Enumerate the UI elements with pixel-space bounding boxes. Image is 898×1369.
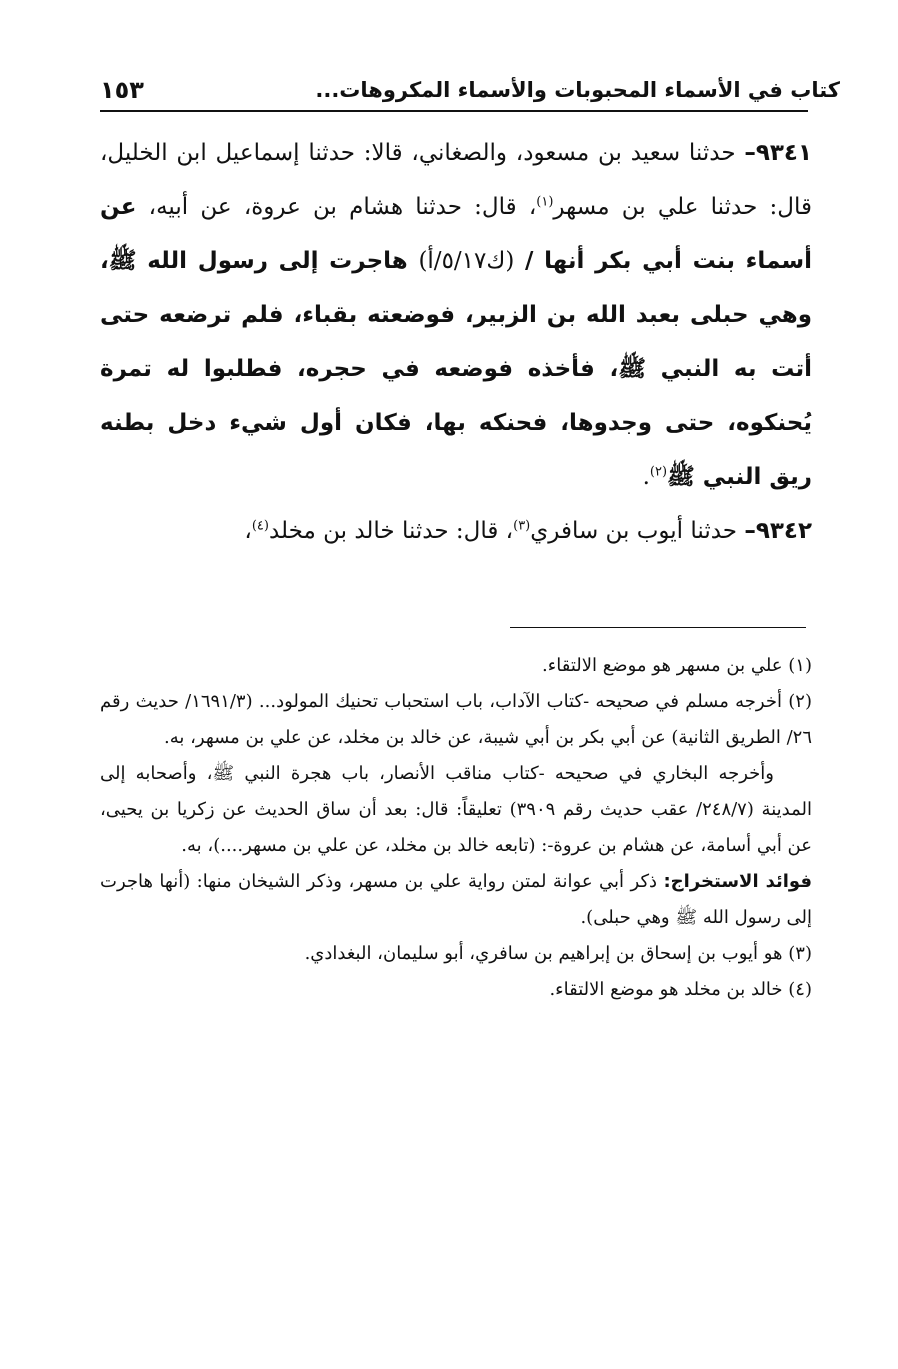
footnote-2: (٢) أخرجه مسلم في صحيحه -كتاب الآداب، باب استحباب تحنيك المولود... (١٦٩١/٣/ حديث رقم ٢٦/ الطريق الثانية) عن أبي بكر بن أبي شيبة، عن خالد بن مخلد، عن علي بن مسهر، به.	[100, 691, 812, 748]
main-text	[100, 126, 812, 558]
manuscript-ref: (ك٥/١٧/أ)	[418, 248, 515, 274]
isnad-text: حدثنا سعيد بن مسعود، والصغاني، قالا: حدثنا إسماعيل ابن الخليل، قال: حدثنا علي بن مسهر	[100, 140, 812, 220]
header-title: كتاب في الأسماء المحبوبات والأسماء المكروهات...	[315, 78, 840, 102]
footnote-separator	[510, 627, 806, 628]
benefits-label: فوائد الاستخراج:	[663, 871, 813, 892]
matn-text: عن أسماء بنت أبي بكر أنها /	[100, 194, 812, 274]
isnad-text: ، قال: حدثنا هشام بن عروة، عن أبيه،	[136, 194, 537, 220]
isnad-text: حدثنا أيوب بن سافري	[530, 518, 745, 544]
matn-text: هاجرت إلى رسول الله ﷺ، وهي حبلى بعبد الله بن الزبير، فوضعته بقباء، فلم ترضعه حتى أتت به النبي ﷺ، فأخذه فوضعه في حجره، فطلبوا له تمرة يُحنكوه، حتى وجدوها، فحنكه بها، فكان أول شيء دخل بطنه ريق النبي ﷺ	[100, 248, 812, 490]
hadith-number: ٩٣٤٢–	[744, 518, 812, 544]
footnote-ref: (٢)	[649, 464, 668, 480]
footnote-ref: (٤)	[251, 518, 269, 534]
punctuation: .	[642, 464, 650, 490]
footnote-3: (٣) هو أيوب بن إسحاق بن إبراهيم بن سافري، أبو سليمان، البغدادي.	[304, 943, 812, 964]
footnote-2-benefits	[100, 864, 812, 936]
benefits-text: ذكر أبي عوانة لمتن رواية علي بن مسهر، وذكر الشيخان منها: (أنها هاجرت إلى رسول الله ﷺ وهي حبلى).	[100, 871, 812, 928]
header-rule	[100, 110, 808, 112]
punctuation: ،	[244, 518, 252, 544]
footnote-ref: (١)	[536, 194, 554, 210]
isnad-text: ، قال: حدثنا خالد بن مخلد	[268, 518, 514, 544]
running-header	[100, 72, 840, 108]
hadith-9342	[100, 504, 812, 558]
footnote-1: (١) علي بن مسهر هو موضع الالتقاء.	[542, 655, 812, 676]
footnote-4: (٤) خالد بن مخلد هو موضع الالتقاء.	[549, 979, 812, 1000]
footnote-ref: (٣)	[513, 518, 531, 534]
page-number: ١٥٣	[100, 76, 144, 104]
hadith-number: ٩٣٤١–	[744, 140, 812, 166]
footnote-2-continuation: وأخرجه البخاري في صحيحه -كتاب مناقب الأنصار، باب هجرة النبي ﷺ، وأصحابه إلى المدينة (٢٤٨/٧/ عقب حديث رقم ٣٩٠٩) تعليقاً: قال: بعد أن ساق الحديث عن زكريا بن يحيى، عن أبي أسامة، عن هشام بن عروة-: (تابعه خالد بن مخلد، عن علي بن مسهر....)، به.	[100, 763, 812, 856]
hadith-9341	[100, 126, 812, 504]
footnotes	[100, 648, 812, 1008]
